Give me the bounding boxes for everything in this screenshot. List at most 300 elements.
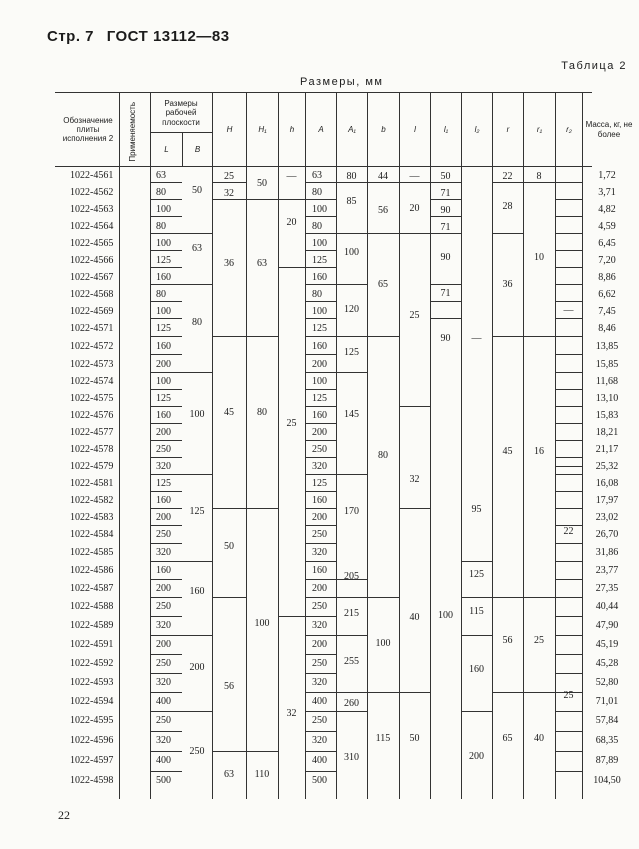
A-cell: 80 <box>312 289 322 300</box>
A1-value: 85 <box>346 196 357 207</box>
A-cell: 80 <box>312 187 322 198</box>
page-label: Стр. 7 <box>47 28 95 45</box>
group-rule <box>150 406 182 407</box>
group-rule <box>430 233 461 234</box>
A-cell: 250 <box>312 601 327 612</box>
B-value: 50 <box>192 185 202 196</box>
mass-cell: 47,90 <box>595 620 619 631</box>
group-rule <box>492 692 523 693</box>
A-cell: 320 <box>312 735 327 746</box>
L-cell: 80 <box>156 289 166 300</box>
L-cell: 320 <box>156 735 171 746</box>
h-value: 32 <box>286 708 297 719</box>
group-rule <box>278 199 305 200</box>
group-rule <box>555 354 582 355</box>
A-cell: 160 <box>312 272 327 283</box>
L-cell: 320 <box>156 677 171 688</box>
A-cell: 100 <box>312 204 327 215</box>
group-rule <box>305 692 336 693</box>
designation-header: Обозначение плиты исполнения 2 <box>62 115 114 144</box>
B-value: 160 <box>189 586 205 597</box>
designation-cell: 1022-4581 <box>70 478 114 489</box>
mass-cell: 23,02 <box>595 512 619 523</box>
group-rule <box>150 284 182 285</box>
A-cell: 125 <box>312 393 327 404</box>
L-cell: 250 <box>156 715 171 726</box>
group-rule <box>336 711 367 712</box>
group-rule <box>555 216 582 217</box>
group-rule <box>555 491 582 492</box>
r-value: 45 <box>502 446 513 457</box>
A-cell: 200 <box>312 427 327 438</box>
B-value: 125 <box>189 506 205 517</box>
mass-cell: 1,72 <box>598 170 616 181</box>
group-rule <box>305 182 336 183</box>
h-header: h <box>289 124 295 134</box>
designation-cell: 1022-4592 <box>70 658 114 669</box>
A1-value: 260 <box>344 698 359 709</box>
mass-cell: 23,77 <box>595 565 619 576</box>
r1-value: 10 <box>534 252 544 263</box>
r-value: 28 <box>502 201 513 212</box>
L-cell: 80 <box>156 221 166 232</box>
mass-cell: 26,70 <box>595 529 619 540</box>
group-rule <box>461 635 492 636</box>
H1-header: H₁ <box>258 124 267 134</box>
mass-cell: 8,46 <box>598 323 616 334</box>
group-rule <box>278 616 305 617</box>
H1-value: 100 <box>254 618 270 629</box>
group-rule <box>555 233 582 234</box>
group-rule <box>367 597 399 598</box>
r1-value: 25 <box>534 635 544 646</box>
group-rule <box>305 597 336 598</box>
designation-cell: 1022-4573 <box>70 359 114 370</box>
group-rule <box>150 771 182 772</box>
group-rule <box>555 318 582 319</box>
group-rule <box>367 233 399 234</box>
group-rule <box>150 692 182 693</box>
group-rule <box>150 216 182 217</box>
r1-header: r₁ <box>536 124 543 134</box>
mass-cell: 6,45 <box>598 238 616 249</box>
group-rule <box>305 301 336 302</box>
designation-cell: 1022-4563 <box>70 204 114 215</box>
l1-value: 71 <box>440 288 451 299</box>
mass-cell: 104,50 <box>593 775 621 786</box>
H-value: 45 <box>224 407 234 418</box>
b-value: 115 <box>375 733 391 744</box>
designation-cell: 1022-4594 <box>70 696 114 707</box>
mass-cell: 3,71 <box>598 187 616 198</box>
mass-cell: 31,86 <box>595 547 619 558</box>
L-cell: 200 <box>156 512 171 523</box>
L-cell: 250 <box>156 601 171 612</box>
group-rule <box>555 543 582 544</box>
H1-value: 50 <box>257 178 267 189</box>
group-rule <box>150 389 182 390</box>
group-rule <box>150 491 182 492</box>
L-cell: 400 <box>156 755 171 766</box>
group-rule <box>523 182 555 183</box>
A-cell: 200 <box>312 639 327 650</box>
col-sep <box>367 92 368 799</box>
group-rule <box>555 372 582 373</box>
col-sep <box>399 92 400 799</box>
H1-value: 110 <box>254 769 270 780</box>
L-cell: 250 <box>156 444 171 455</box>
mass-cell: 8,86 <box>598 272 616 283</box>
group-rule <box>246 751 278 752</box>
group-rule <box>555 508 582 509</box>
group-rule <box>430 284 461 285</box>
group-rule <box>150 543 182 544</box>
L-cell: 160 <box>156 565 171 576</box>
A1-value: 100 <box>344 247 359 258</box>
A-cell: 320 <box>312 677 327 688</box>
group-rule <box>430 318 461 319</box>
B-value: 250 <box>189 746 205 757</box>
A-header: A <box>318 124 324 134</box>
group-rule <box>305 372 336 373</box>
A-cell: 250 <box>312 715 327 726</box>
L-cell: 200 <box>156 359 171 370</box>
mass-header: Масса, кг, не более <box>585 120 633 139</box>
group-rule <box>399 182 430 183</box>
mass-cell: 15,85 <box>595 359 619 370</box>
H-value: 56 <box>224 681 234 692</box>
l2-value: 125 <box>469 569 484 580</box>
r-header: r <box>506 124 510 134</box>
group-rule <box>182 711 212 712</box>
group-rule <box>555 389 582 390</box>
mass-cell: 25,32 <box>595 461 619 472</box>
designation-cell: 1022-4562 <box>70 187 114 198</box>
A-cell: 100 <box>312 376 327 387</box>
designation-cell: 1022-4567 <box>70 272 114 283</box>
mass-cell: 4,59 <box>598 221 616 232</box>
L-cell: 200 <box>156 583 171 594</box>
col-sep <box>246 92 247 799</box>
mass-cell: 87,89 <box>595 755 619 766</box>
designation-cell: 1022-4597 <box>70 755 114 766</box>
designation-cell: 1022-4589 <box>70 620 114 631</box>
A1-value: 255 <box>344 656 359 667</box>
group-rule <box>492 597 523 598</box>
designation-cell: 1022-4584 <box>70 529 114 540</box>
work-surface-header: Размеры рабочей плоскости <box>162 99 200 127</box>
group-rule <box>336 474 367 475</box>
group-rule <box>150 597 182 598</box>
group-rule <box>555 457 582 458</box>
group-rule <box>399 233 430 234</box>
group-rule <box>555 561 582 562</box>
group-rule <box>305 751 336 752</box>
h-value: — <box>286 171 297 182</box>
l1-header: l₁ <box>443 124 449 134</box>
designation-cell: 1022-4578 <box>70 444 114 455</box>
group-rule <box>212 597 246 598</box>
A1-value: 215 <box>344 608 359 619</box>
l-header: l <box>414 124 416 134</box>
A-cell: 250 <box>312 529 327 540</box>
A-cell: 500 <box>312 775 327 786</box>
mass-cell: 68,35 <box>595 735 619 746</box>
group-rule <box>399 508 430 509</box>
col-sep <box>305 92 306 799</box>
group-rule <box>523 692 555 693</box>
l1-value: 100 <box>438 610 453 621</box>
group-rule <box>523 597 555 598</box>
mass-cell: 40,44 <box>595 601 619 612</box>
group-rule <box>305 336 336 337</box>
group-rule <box>305 267 336 268</box>
applicability-header: Применяемость <box>127 102 137 162</box>
group-rule <box>305 318 336 319</box>
H1-value: 63 <box>257 258 267 269</box>
l1-value: 71 <box>440 188 451 199</box>
A-cell: 80 <box>312 221 322 232</box>
r2-value: — <box>563 305 574 316</box>
A-cell: 200 <box>312 512 327 523</box>
group-rule <box>555 673 582 674</box>
group-rule <box>305 579 336 580</box>
l-value: 32 <box>409 474 420 485</box>
group-rule <box>305 525 336 526</box>
l1-value: 90 <box>440 252 451 263</box>
l1-value: 90 <box>440 333 451 344</box>
group-rule <box>150 474 182 475</box>
table-caption: Таблица 2 <box>561 60 627 72</box>
h-value: 25 <box>286 418 297 429</box>
designation-cell: 1022-4585 <box>70 547 114 558</box>
designation-cell: 1022-4577 <box>70 427 114 438</box>
l1-value: 50 <box>440 171 451 182</box>
group-rule <box>492 182 523 183</box>
group-rule <box>150 182 182 183</box>
mass-cell: 52,80 <box>595 677 619 688</box>
group-rule <box>212 336 246 337</box>
group-rule <box>246 199 278 200</box>
group-rule <box>150 354 182 355</box>
group-rule <box>305 250 336 251</box>
B-value: 200 <box>189 662 205 673</box>
group-rule <box>150 440 182 441</box>
mass-cell: 13,10 <box>595 393 619 404</box>
group-rule <box>305 474 336 475</box>
group-rule <box>555 250 582 251</box>
group-rule <box>305 543 336 544</box>
H-value: 36 <box>224 258 234 269</box>
H-value: 63 <box>224 769 234 780</box>
l2-value: 115 <box>469 606 484 617</box>
H-header: H <box>226 124 233 134</box>
dimensions-caption: Размеры, мм <box>300 76 384 88</box>
B-value: 80 <box>192 317 202 328</box>
group-rule <box>150 751 182 752</box>
H-value: 32 <box>224 188 234 199</box>
b-value: 44 <box>378 171 388 182</box>
group-rule <box>555 406 582 407</box>
L-cell: 80 <box>156 187 166 198</box>
group-rule <box>367 692 399 693</box>
group-rule <box>430 182 461 183</box>
group-rule <box>461 711 492 712</box>
group-rule <box>461 561 492 562</box>
designation-cell: 1022-4583 <box>70 512 114 523</box>
group-rule <box>305 406 336 407</box>
A-cell: 63 <box>312 170 322 181</box>
group-rule <box>150 267 182 268</box>
designation-cell: 1022-4595 <box>70 715 114 726</box>
l-value: 50 <box>409 733 420 744</box>
l-value: 25 <box>409 310 420 321</box>
l-value: 20 <box>409 203 420 214</box>
designation-cell: 1022-4572 <box>70 341 114 352</box>
L-cell: 250 <box>156 529 171 540</box>
group-rule <box>305 199 336 200</box>
A-cell: 125 <box>312 478 327 489</box>
mass-cell: 45,19 <box>595 639 619 650</box>
r-value: 56 <box>502 635 513 646</box>
r2-header: r₂ <box>566 124 572 134</box>
group-rule <box>305 440 336 441</box>
group-rule <box>150 372 182 373</box>
A1-value: 170 <box>344 506 359 517</box>
H-value: 25 <box>224 171 234 182</box>
L-cell: 320 <box>156 461 171 472</box>
group-rule <box>492 233 523 234</box>
group-rule <box>555 597 582 598</box>
group-rule <box>246 508 278 509</box>
r-value: 36 <box>502 279 513 290</box>
group-rule <box>305 233 336 234</box>
group-rule <box>150 616 182 617</box>
A-cell: 200 <box>312 359 327 370</box>
standard-label: ГОСТ 13112—83 <box>106 28 230 45</box>
A-cell: 160 <box>312 565 327 576</box>
group-rule <box>367 336 399 337</box>
group-rule <box>150 233 182 234</box>
B-header: B <box>194 144 201 154</box>
group-rule <box>305 711 336 712</box>
A-cell: 125 <box>312 255 327 266</box>
page-number: 22 <box>58 808 70 822</box>
group-rule <box>555 423 582 424</box>
group-rule <box>555 466 582 467</box>
H1-value: 80 <box>257 407 267 418</box>
b-value: 80 <box>378 450 388 461</box>
group-rule <box>305 673 336 674</box>
r-value: 22 <box>502 171 513 182</box>
group-rule <box>212 751 246 752</box>
l2-value: 160 <box>469 664 484 675</box>
group-rule <box>555 182 582 183</box>
L-cell: 160 <box>156 410 171 421</box>
group-rule <box>305 635 336 636</box>
designation-cell: 1022-4565 <box>70 238 114 249</box>
L-cell: 200 <box>156 639 171 650</box>
b-value: 56 <box>378 205 388 216</box>
mass-cell: 17,97 <box>595 495 619 506</box>
col-sep <box>278 92 279 799</box>
group-rule <box>336 336 367 337</box>
A1-value: 205 <box>344 571 359 582</box>
group-rule <box>305 216 336 217</box>
A-cell: 160 <box>312 341 327 352</box>
L-cell: 63 <box>156 170 166 181</box>
group-rule <box>150 525 182 526</box>
group-rule <box>555 474 582 475</box>
L-cell: 400 <box>156 696 171 707</box>
A1-value: 125 <box>344 347 359 358</box>
page-header <box>47 28 238 45</box>
L-cell: 125 <box>156 478 171 489</box>
group-rule <box>305 616 336 617</box>
group-rule <box>305 284 336 285</box>
mass-cell: 16,08 <box>595 478 619 489</box>
group-rule <box>150 457 182 458</box>
mass-cell: 27,35 <box>595 583 619 594</box>
l1-value: 90 <box>440 205 451 216</box>
designation-cell: 1022-4575 <box>70 393 114 404</box>
group-rule <box>555 440 582 441</box>
designation-cell: 1022-4576 <box>70 410 114 421</box>
mass-cell: 11,68 <box>595 376 619 387</box>
A1-value: 80 <box>346 171 357 182</box>
group-rule <box>150 250 182 251</box>
H-value: 50 <box>224 541 234 552</box>
group-rule <box>336 284 367 285</box>
L-cell: 320 <box>156 547 171 558</box>
group-rule <box>555 654 582 655</box>
designation-cell: 1022-4571 <box>70 323 114 334</box>
group-rule <box>305 508 336 509</box>
group-rule <box>150 318 182 319</box>
L-cell: 160 <box>156 341 171 352</box>
group-rule <box>150 635 182 636</box>
l2-value: 200 <box>469 751 484 762</box>
group-rule <box>430 301 461 302</box>
group-rule <box>305 423 336 424</box>
A-cell: 200 <box>312 583 327 594</box>
designation-cell: 1022-4566 <box>70 255 114 266</box>
L-cell: 500 <box>156 775 171 786</box>
h-value: 20 <box>286 217 297 228</box>
A-cell: 320 <box>312 461 327 472</box>
L-cell: 125 <box>156 393 171 404</box>
col-sep <box>150 92 151 799</box>
r1-value: 8 <box>536 171 542 182</box>
group-rule <box>555 616 582 617</box>
mass-cell: 4,82 <box>598 204 616 215</box>
r1-value: 40 <box>534 733 544 744</box>
A-cell: 250 <box>312 444 327 455</box>
l-value: 40 <box>409 612 420 623</box>
mass-cell: 7,45 <box>598 306 616 317</box>
group-rule <box>367 182 399 183</box>
b-value: 65 <box>378 279 388 290</box>
designation-cell: 1022-4591 <box>70 639 114 650</box>
group-rule <box>182 372 212 373</box>
group-rule <box>150 199 182 200</box>
designation-cell: 1022-4596 <box>70 735 114 746</box>
designation-cell: 1022-4582 <box>70 495 114 506</box>
group-rule <box>182 561 212 562</box>
group-rule <box>523 336 555 337</box>
l1-value: 71 <box>440 222 451 233</box>
group-rule <box>399 406 430 407</box>
